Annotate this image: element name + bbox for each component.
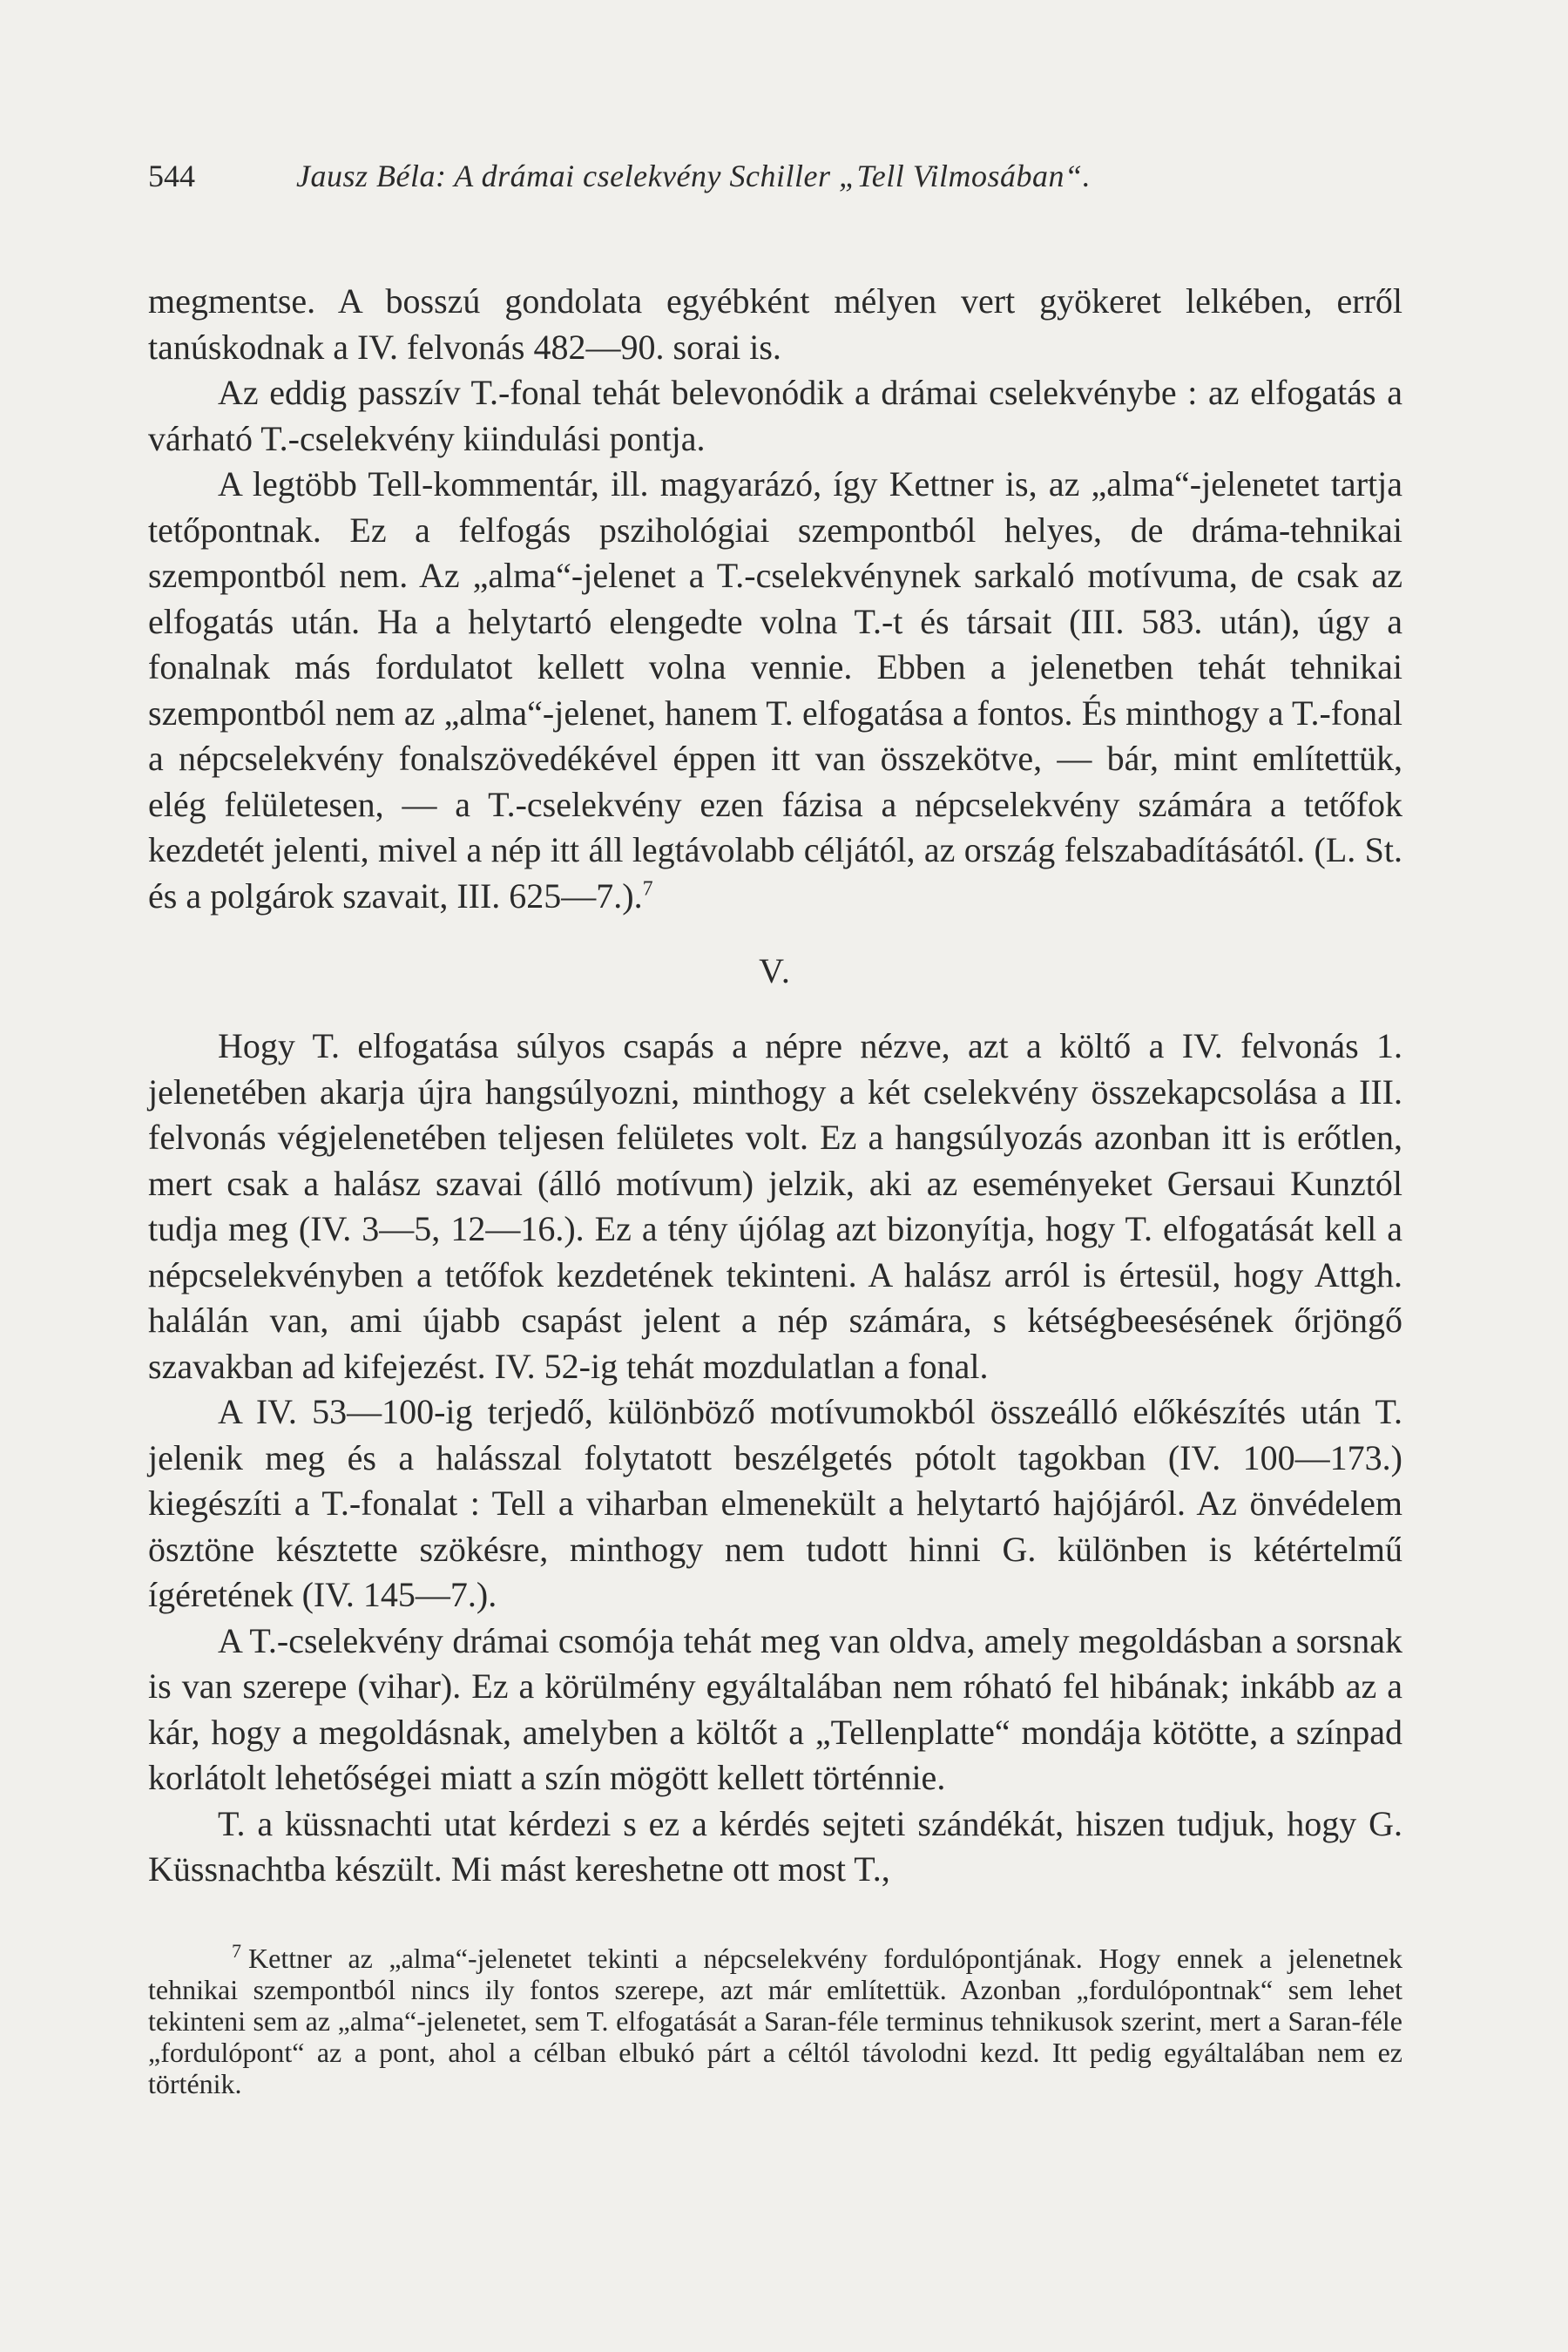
footnote-reference[interactable]: 7 (642, 877, 653, 901)
paragraph: megmentse. A bosszú gondolata egyébként mélyen vert gyökeret lelkében, erről tanúskodnak a IV. felvonás 482—90. sorai is. (148, 281, 1402, 367)
paragraph: Hogy T. elfogatása súlyos csapás a népre nézve, azt a költő a IV. felvonás 1. jelenetében akarja újra hangsúlyozni, minthogy a két cselekvény összekapcsolása a III. felvonás végjelenetében teljesen felületes volt. Ez a hangsúlyozás azonban itt is erőtlen, mert csak a halász szavai (álló motívum) jelzik, aki az eseményeket Gersaui Kunztól tudja meg (IV. 3—5, 12—16.). Ez a tény újólag azt bizonyítja, hogy T. elfogatását kell a népcselekvényben a tetőfok kezdetének tekinteni. A halász arról is értesül, hogy Attgh. halálán van, ami újabb csapást jelent a nép számára, s kétségbeesésének őrjöngő szavakban ad kifejezést. IV. 52-ig tehát mozdulatlan a fonal. (148, 1026, 1402, 1386)
paragraph: A IV. 53—100-ig terjedő, különböző motívumokból összeálló előkészítés után T. jelenik meg és a halásszal folytatott beszélgetés pótolt tagokban (IV. 100—173.) kiegészíti a T.-fonalat : Tell a viharban elmenekült a helytartó hajójáról. Az önvédelem ösztöne késztette szökésre, minthogy nem tudott hinni G. különben is kétértelmű ígéretének (IV. 145—7.). (148, 1392, 1402, 1614)
paragraph (148, 462, 1402, 919)
running-title: Jausz Béla: A drámai cselekvény Schiller „Tell Vilmosában“. (296, 159, 1092, 193)
main-text (148, 279, 1402, 1893)
paragraph: T. a küssnachti utat kérdezi s ez a kérdés sejteti szándékát, hiszen tudjuk, hogy G. Küssnachtba készült. Mi mást kereshetne ott most T., (148, 1803, 1402, 1889)
paragraph: Az eddig passzív T.-fonal tehát belevonódik a drámai cselekvénybe : az elfogatás a várható T.-cselekvény kiindulási pontja. (148, 373, 1402, 458)
footnote (148, 1940, 1402, 2099)
running-head (148, 155, 1402, 197)
footnote-text: Kettner az „alma“-jelenetet tekinti a népcselekvény fordulópontjának. Hogy ennek a jelenetnek tehnikai szempontból nincs ily fontos szerepe, azt már említettük. Azonban „fordulópontnak“ sem lehet tekinteni sem az „alma“-jelenetet, sem T. elfogatását a Saran-féle terminus tehnikusok szerint, mert a Saran-féle „fordulópont“ az a pont, ahol a célban elbukó párt a céltól távolodni kezd. Itt pedig egyáltalában nem ez történik. (148, 1943, 1402, 2099)
paragraph-text: A legtöbb Tell-kommentár, ill. magyarázó, így Kettner is, az „alma“-jelenetet tartja tetőpontnak. Ez a felfogás pszihológiai szempontból helyes, de dráma-tehnikai szempontból nem. Az „alma“-jelenet a T.-cselekvénynek sarkaló motívuma, de csak az elfogatás után. Ha a helytartó elengedte volna T.-t és társait (III. 583. után), úgy a fonalnak más fordulatot kellett volna vennie. Ebben a jelenetben tehát tehnikai szempontból nem az „alma“-jelenet, hanem T. elfogatása a fontos. És minthogy a T.-fonal a népcselekvény fonalszövedékével éppen itt van összekötve, — bár, mint említettük, elég felületesen, — a T.-cselekvény ezen fázisa a népcselekvény számára a tetőfok kezdetét jelenti, mivel a nép itt áll legtávolabb céljától, az ország felszabadításától. (L. St. és a polgárok szavait, III. 625—7.). (148, 464, 1402, 916)
section-heading: V. (759, 951, 792, 990)
page-number: 544 (148, 159, 195, 193)
book-page (148, 148, 1402, 2239)
paragraph: A T.-cselekvény drámai csomója tehát meg van oldva, amely megoldásban a sorsnak is van szerepe (vihar). Ez a körülmény egyáltalában nem róható fel hibának; inkább az a kár, hogy a megoldásnak, amelyben a költőt a „Tellenplatte“ mondája kötötte, a színpad korlátolt lehetőségei miatt a szín mögött kellett történnie. (148, 1620, 1402, 1797)
footnotes (148, 1940, 1402, 2099)
footnote-mark: 7 (232, 1940, 241, 1963)
